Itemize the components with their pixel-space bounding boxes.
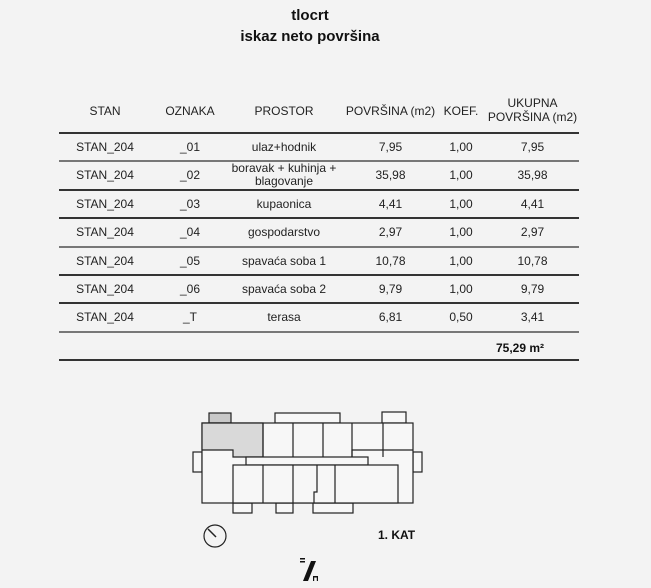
cell-prostor: kupaonica: [256, 197, 312, 211]
cell-prostor: spavaća soba 2: [241, 282, 327, 296]
cell-prostor-line1: boravak + kuhinja +: [231, 161, 337, 175]
cell-oznaka: _T: [182, 310, 197, 324]
cell-koef: 1,00: [449, 140, 473, 154]
cell-stan: STAN_204: [76, 310, 134, 324]
balcony-tab: [313, 503, 353, 513]
balcony-tab: [382, 412, 406, 423]
cell-stan: STAN_204: [76, 254, 134, 268]
cell-povrsina: 35,98: [375, 168, 406, 182]
cell-koef: 1,00: [449, 168, 473, 182]
header-ukupna-line2: POVRŠINA (m2): [487, 110, 578, 124]
cell-oznaka: _01: [179, 140, 201, 154]
cell-ukupna: 10,78: [517, 254, 548, 268]
cell-prostor: terasa: [267, 310, 301, 324]
header-ukupna-line1: UKUPNA: [507, 96, 558, 110]
cell-povrsina: 9,79: [378, 282, 403, 296]
cell-oznaka: _03: [179, 197, 201, 211]
cell-ukupna: 7,95: [520, 140, 545, 154]
cell-ukupna: 4,41: [520, 197, 545, 211]
header-povrsina: POVRŠINA (m2): [345, 104, 436, 118]
cell-prostor: spavaća soba 1: [241, 254, 327, 268]
cell-prostor: gospodarstvo: [247, 225, 321, 239]
cell-ukupna: 9,79: [520, 282, 545, 296]
compass-icon: [202, 523, 228, 549]
cell-povrsina: 6,81: [378, 310, 403, 324]
balcony-tab: [413, 452, 422, 472]
cell-koef: 1,00: [449, 225, 473, 239]
cell-oznaka: _06: [179, 282, 201, 296]
document-title: tlocrt: [291, 7, 329, 24]
cell-povrsina: 10,78: [375, 254, 406, 268]
cell-koef: 1,00: [449, 197, 473, 211]
balcony-tab: [276, 503, 293, 513]
cell-koef: 0,50: [449, 310, 473, 324]
cell-povrsina: 2,97: [378, 225, 403, 239]
balcony-tab: [233, 503, 252, 513]
cell-prostor-line2: blagovanje: [254, 174, 314, 188]
cell-oznaka: _02: [179, 168, 201, 182]
balcony-tab: [275, 413, 340, 423]
corridor: [246, 457, 368, 465]
header-oznaka: OZNAKA: [165, 104, 215, 118]
cell-koef: 1,00: [449, 254, 473, 268]
header-prostor: PROSTOR: [254, 104, 314, 118]
cell-stan: STAN_204: [76, 197, 134, 211]
balcony-tab-highlight: [209, 413, 231, 423]
cell-stan: STAN_204: [76, 168, 134, 182]
cell-oznaka: _04: [179, 225, 201, 239]
cell-oznaka: _05: [179, 254, 201, 268]
logo-icon: [298, 556, 324, 584]
cell-stan: STAN_204: [76, 282, 134, 296]
cell-stan: STAN_204: [76, 225, 134, 239]
cell-povrsina: 4,41: [378, 197, 403, 211]
cell-ukupna: 35,98: [517, 168, 548, 182]
cell-povrsina: 7,95: [378, 140, 403, 154]
header-stan: STAN: [89, 104, 121, 118]
cell-ukupna: 2,97: [520, 225, 545, 239]
total-area: 75,29 m²: [496, 341, 545, 355]
cell-stan: STAN_204: [76, 140, 134, 154]
document-subtitle: iskaz neto površina: [240, 28, 380, 45]
cell-koef: 1,00: [449, 282, 473, 296]
balcony-tab: [193, 452, 202, 472]
cell-ukupna: 3,41: [520, 310, 545, 324]
header-koef: KOEF.: [443, 104, 479, 118]
floor-label: 1. KAT: [378, 528, 416, 542]
cell-prostor: ulaz+hodnik: [251, 140, 317, 154]
